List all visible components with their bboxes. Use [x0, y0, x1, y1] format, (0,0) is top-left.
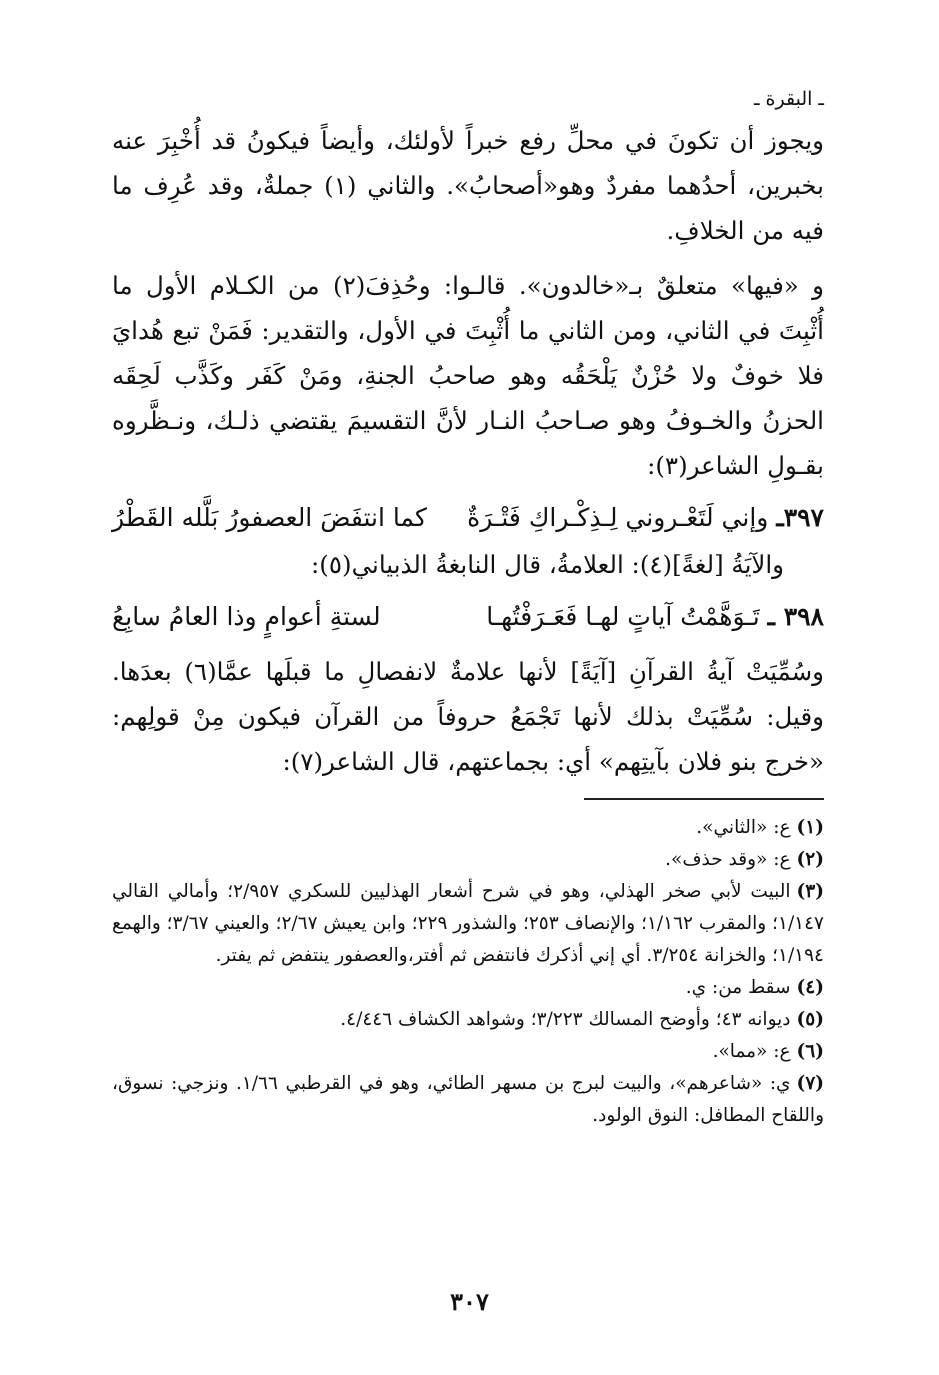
footnote-text: ديوانه ٤٣؛ وأوضح المسالك ٣/٢٢٣؛ وشواهد الكشاف ٤/٤٤٦.	[340, 1009, 791, 1030]
footnote-number: (٤)	[796, 977, 824, 998]
footnote-number: (٦)	[796, 1041, 824, 1062]
paragraph-3: والآيَةُ [لغةً](٤): العلامةُ، قال النابغةُ الذبياني(٥):	[311, 550, 784, 579]
footnote-6	[112, 1036, 824, 1068]
footnote-number: (٧)	[796, 1073, 825, 1094]
paragraph-4: وسُمِّيَتْ آيةُ القرآنِ [آيَةً] لأنها علامةٌ لانفصالِ ما قبلَها عمَّا(٦) بعدَها. وقيل: سُمِّيَتْ بذلك لأنها تَجْمَعُ حروفاً من القرآن فيكون مِنْ قولِهم: «خرج بنو فلان بآيتِهم» أي: بجماعتهم، قال الشاعر(٧):	[112, 657, 824, 776]
footnote-text: ع: «وقد حذف».	[665, 849, 791, 870]
verse-first-hemistich: وإني لَتَعْـروني لِـذِكْـراكِ فَتْـرَةٌ	[467, 503, 769, 532]
footnotes	[112, 812, 824, 1132]
verse-first-hemistich: تَـوَهَّمْتُ آياتٍ لهـا فَعَـرَفْتُهـا	[486, 602, 760, 631]
footnote-text: البيت لأبي صخر الهذلي، وهو في شرح أشعار الهذليين للسكري ٢/٩٥٧؛ وأمالي القالي ١/١٤٧؛ والمقرب ١/١٦٢؛ والإنصاف ٢٥٣؛ والشذور ٢٢٩؛ وابن يعيش ٢/٦٧؛ والعيني ٣/٦٧؛ والهمع ١/١٩٤؛ والخزانة ٣/٢٥٤. أي إني أذكرك فانتفض ثم أفتر،والعصفور ينتفض ثم يفتر.	[112, 881, 824, 966]
footnote-5	[112, 1004, 824, 1036]
page-number: ٣٠٧	[450, 1287, 489, 1316]
footnote-number: (٣)	[796, 881, 824, 902]
verse-number: ٣٩٧ـ	[776, 503, 824, 532]
verse-398	[112, 593, 824, 641]
footnote-4	[112, 972, 824, 1004]
footnote-text: ع: «الثاني».	[696, 817, 791, 838]
footnote-text: سقط من: ي.	[685, 977, 791, 998]
verse-number: ٣٩٨ ـ	[767, 602, 824, 631]
verse-397	[112, 494, 824, 542]
footnote-number: (١)	[796, 817, 824, 838]
footnote-separator	[584, 798, 824, 800]
footnote-3	[112, 876, 824, 972]
verse-second-hemistich: كما انتفَضَ العصفورُ بَلَّله القَطْرُ	[112, 503, 427, 532]
footnote-number: (٢)	[796, 849, 824, 870]
footnote-1	[112, 812, 824, 844]
page-body	[112, 88, 824, 1132]
paragraph-2: و «فيها» متعلقٌ بـ«خالدون». قالـوا: وحُذِفَ(٢) من الكـلام الأول ما أُثْبِتَ في الثاني، ومن الثاني ما أُثْبِتَ في الأول، والتقدير: فَمَنْ تبع هُدايَ فلا خوفٌ ولا حُزْنٌ يَلْحَقُه وهو صاحبُ الجنةِ، ومَنْ كَفَر وكَذَّب لَحِقَه الحزنُ والخـوفُ وهو صـاحبُ النـار لأنَّ التقسيمَ يقتضي ذلـك، ونـظَّروه بقـولِ الشاعر(٣):	[112, 271, 824, 480]
footnote-text: ي: «شاعرهم»، والبيت لبرج بن مسهر الطائي، وهو في القرطبي ١/٦٦. ونزجي: نسوق، واللقاح المطافل: النوق الولود.	[112, 1073, 824, 1126]
footnote-2	[112, 844, 824, 876]
paragraph-1: ويجوز أن تكونَ في محلِّ رفع خبراً لأولئك، وأيضاً فيكونُ قد أُخْبِرَ عنه بخبرين، أحدُهما مفردٌ وهو«أصحابُ». والثاني (١) جملةٌ، وقد عُرِف ما فيه من الخلافِ.	[112, 126, 824, 245]
footnote-7	[112, 1068, 824, 1132]
footnote-text: ع: «مما».	[712, 1041, 791, 1062]
verse-second-hemistich: لستةِ أعوامٍ وذا العامُ سابِعُ	[112, 602, 381, 631]
running-header: ـ البقرة ـ	[753, 88, 824, 110]
footnote-number: (٥)	[796, 1009, 824, 1030]
